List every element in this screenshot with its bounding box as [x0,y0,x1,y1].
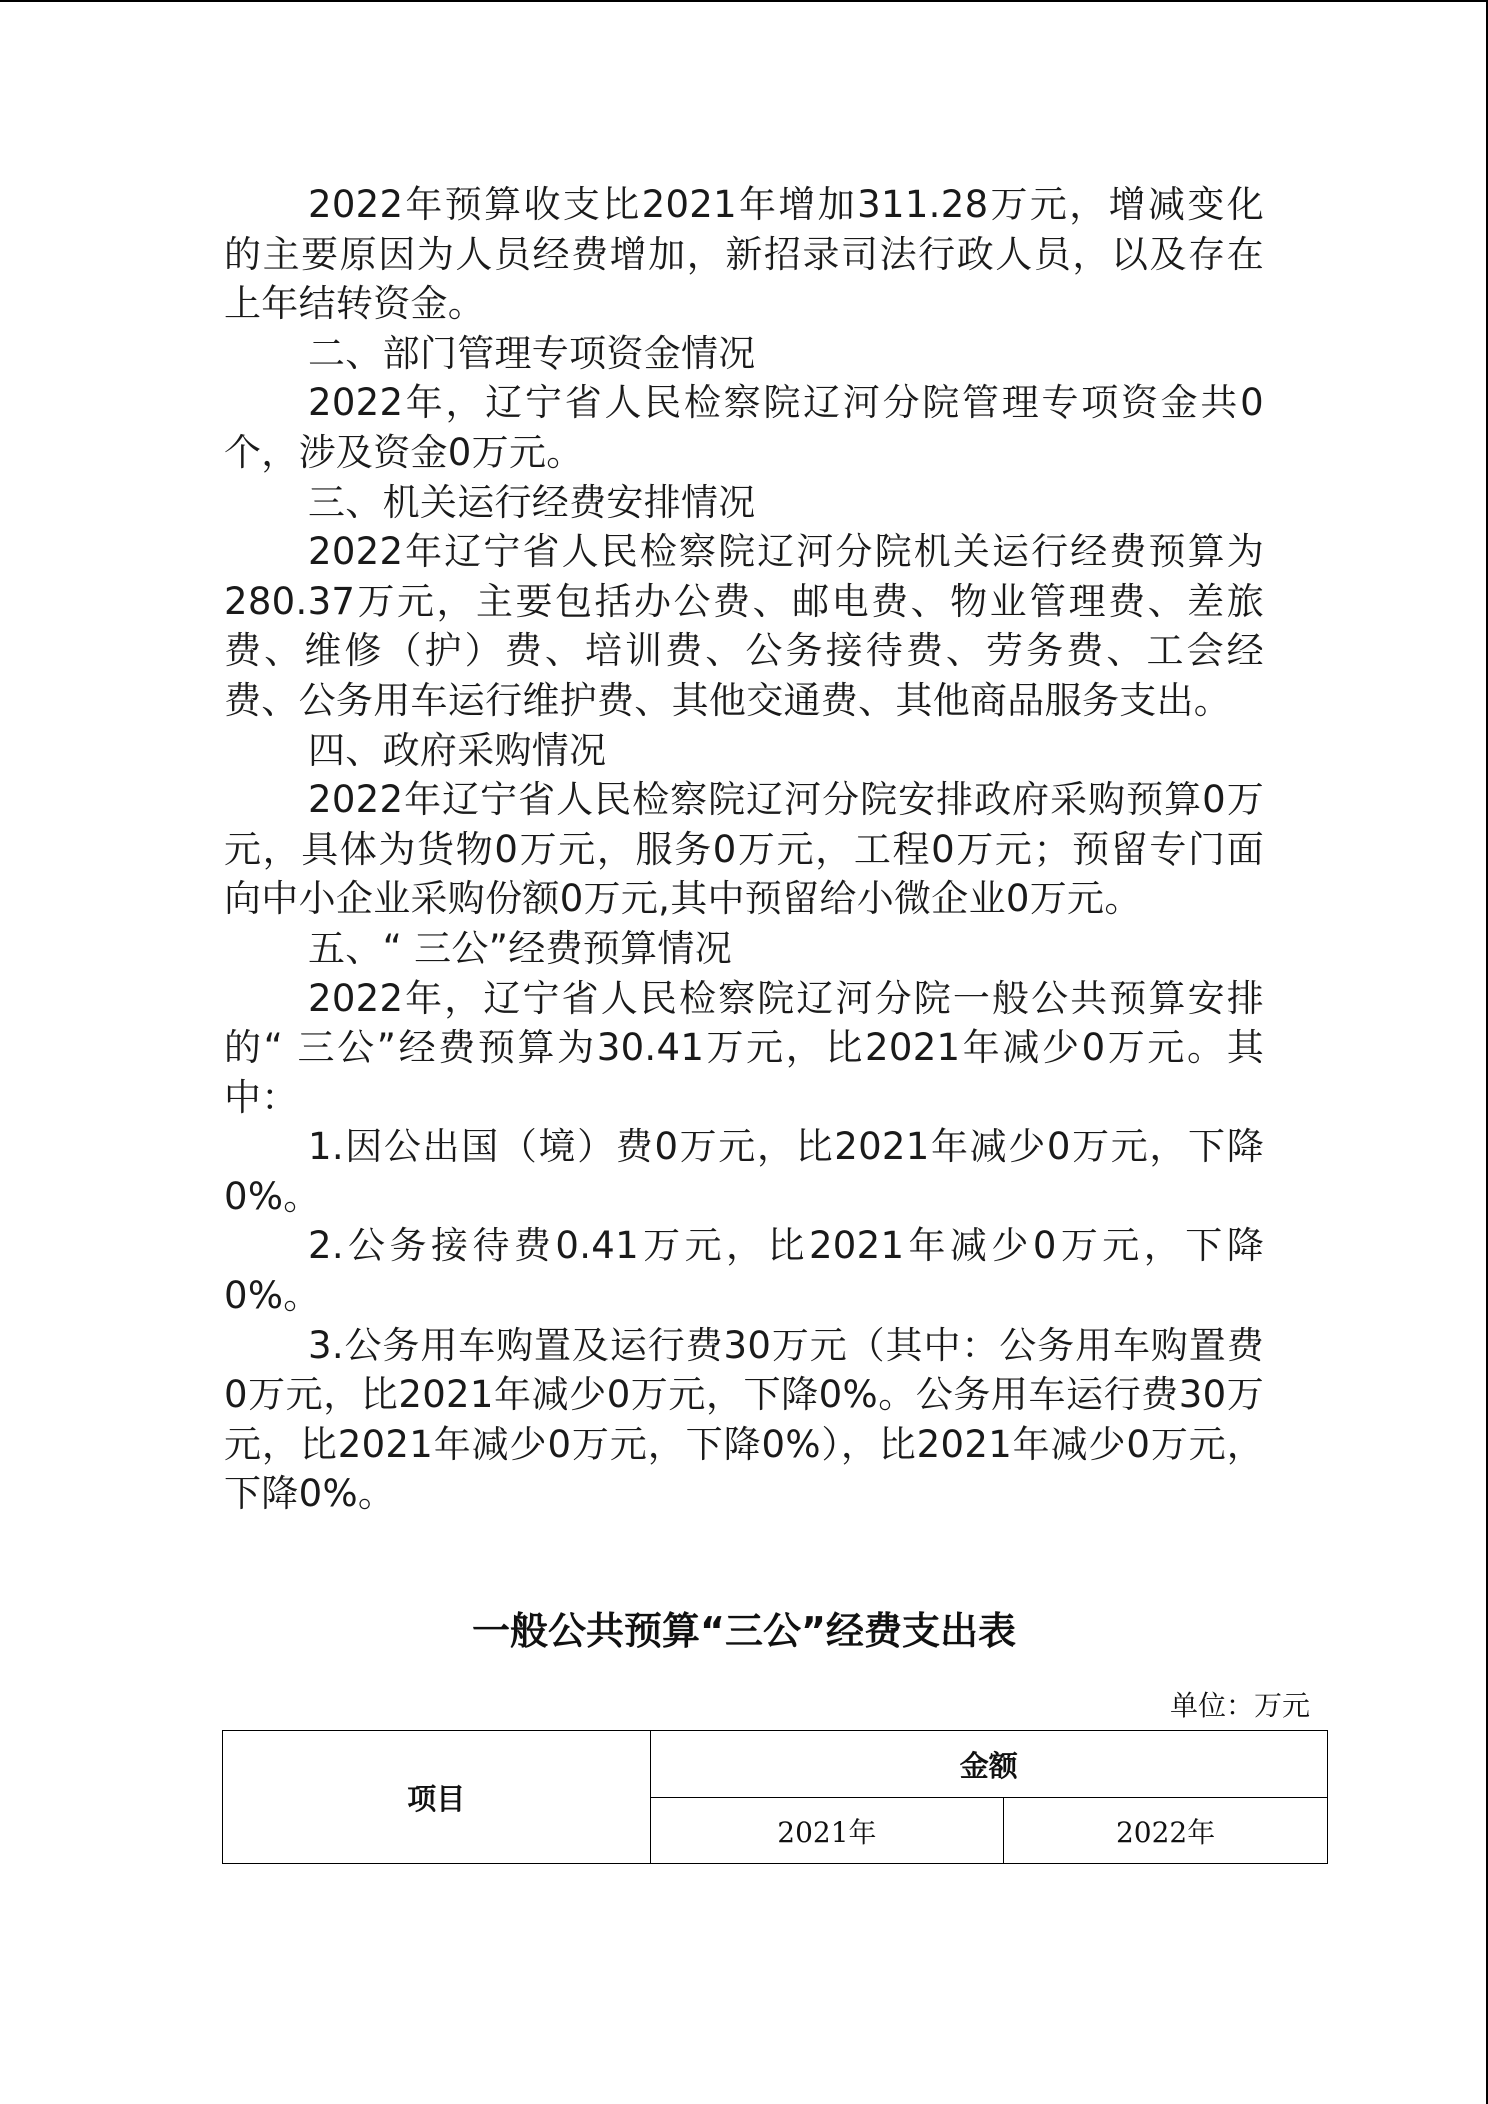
paragraph: 2022年辽宁省人民检察院辽河分院安排政府采购预算0万元，具体为货物0万元，服务0万元，工程0万元；预留专门面向中小企业采购份额0万元,其中预留给小微企业0万元。 [224,778,1264,921]
expense-table [222,1730,1328,1864]
paragraph: 2022年辽宁省人民检察院辽河分院机关运行经费预算为280.37万元，主要包括办公费、邮电费、物业管理费、差旅费、维修（护）费、培训费、公务接待费、劳务费、工会经费、公务用车运行维护费、其他交通费、其他商品服务支出。 [224,530,1264,722]
header-year-2022: 2022年 [1004,1798,1328,1864]
table-unit: 单位：万元 [1169,1689,1310,1722]
table-header-row [223,1731,1328,1798]
list-item: 1.因公出国（境）费0万元，比2021年减少0万元，下降0%。 [224,1125,1264,1218]
header-amount: 金额 [650,1731,1327,1798]
section-heading-three-public: 五、“ 三公”经费预算情况 [308,926,732,970]
section-heading-operating-expenses: 三、机关运行经费安排情况 [308,480,756,524]
paragraph: 2022年预算收支比2021年增加311.28万元，增减变化的主要原因为人员经费增加，新招录司法行政人员，以及存在上年结转资金。 [224,183,1264,326]
header-item: 项目 [223,1731,651,1864]
section-heading-procurement: 四、政府采购情况 [308,728,607,772]
body-text [224,180,1264,1519]
section-heading-special-funds: 二、部门管理专项资金情况 [308,331,756,375]
table-title: 一般公共预算“三公”经费支出表 [472,1609,1016,1653]
paragraph: 2022年，辽宁省人民检察院辽河分院管理专项资金共0个，涉及资金0万元。 [224,381,1264,474]
list-item: 3.公务用车购置及运行费30万元（其中：公务用车购置费0万元，比2021年减少0万元，下降0%。公务用车运行费30万元，比2021年减少0万元，下降0%），比2021年减少0万元，下降0%。 [224,1323,1264,1516]
list-item: 2.公务接待费0.41万元，比2021年减少0万元，下降0%。 [224,1224,1264,1318]
header-year-2021: 2021年 [650,1798,1004,1864]
paragraph: 2022年，辽宁省人民检察院辽河分院一般公共预算安排的“ 三公”经费预算为30.41万元，比2021年减少0万元。其中： [224,976,1264,1119]
